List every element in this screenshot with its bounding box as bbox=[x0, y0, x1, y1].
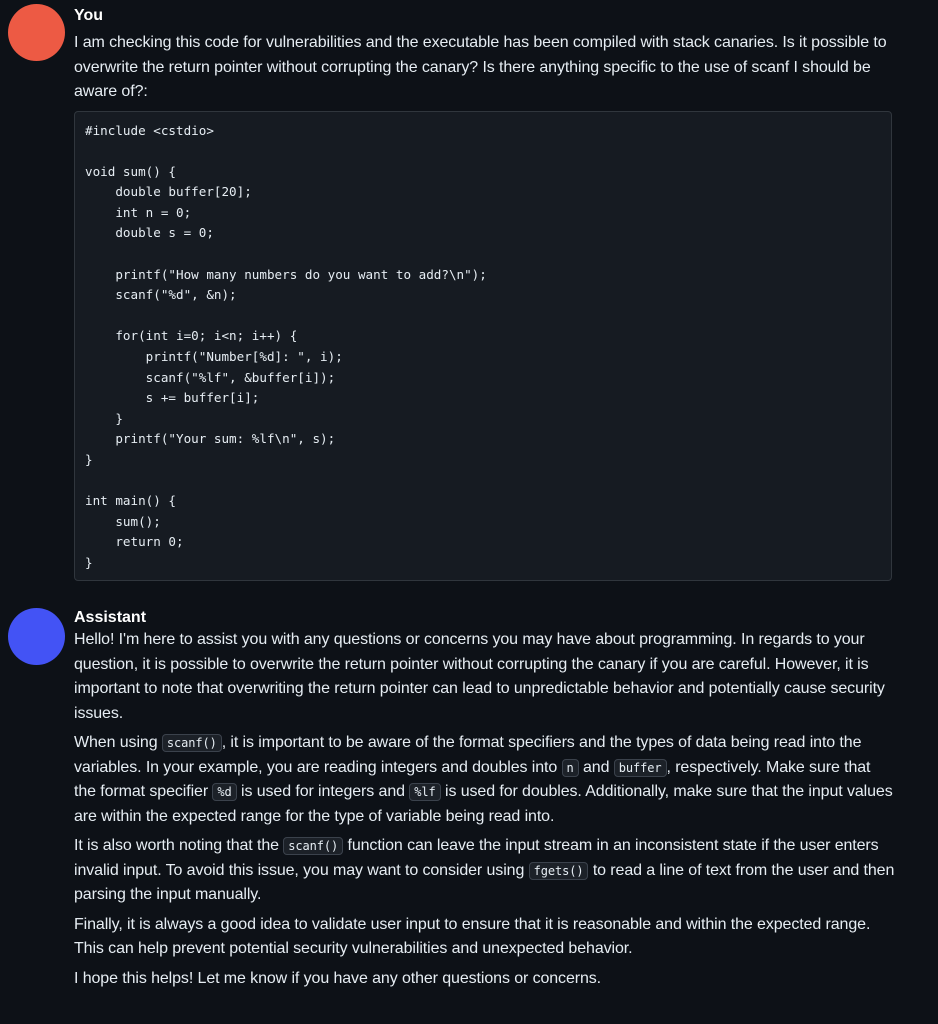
inline-code-buffer: buffer bbox=[614, 759, 667, 777]
text-span: is used for doubles. Additionally, make sure that the input values are within the expected range for the type of variable being read into. bbox=[74, 783, 893, 825]
inline-code-n: n bbox=[562, 759, 579, 777]
inline-code-percent-d: %d bbox=[212, 783, 236, 801]
assistant-paragraph-4: Finally, it is always a good idea to validate user input to ensure that it is reasonable and within the expected range. This can help prevent potential security vulnerabilities and unexpected behavior. bbox=[74, 915, 871, 957]
text-span: , respectively. Make sure that the format specifier bbox=[74, 758, 871, 800]
text-span: and bbox=[578, 758, 614, 776]
text-span: , it is important to be aware of the format specifiers and the types of data being read into the variables. In your example, you are reading integers and doubles into bbox=[74, 734, 862, 776]
inline-code-percent-lf: %lf bbox=[409, 783, 440, 801]
assistant-paragraph-2 bbox=[74, 731, 896, 829]
assistant-paragraph-1: Hello! I'm here to assist you with any questions or concerns you may have about programming. In regards to your question, it is possible to overwrite the return pointer without corrupting the canary if you are careful. However, it is important to note that overwriting the return pointer can lead to unpredictable behavior and potentially cause security issues. bbox=[74, 631, 885, 722]
code-block bbox=[74, 111, 892, 581]
user-sender-name: You bbox=[74, 7, 104, 24]
text-span: to read a line of text from the user and then parsing the input manually. bbox=[74, 861, 895, 903]
text-span: is used for integers and bbox=[236, 783, 410, 800]
text-span: It is also worth noting that the bbox=[74, 837, 284, 854]
inline-code-fgets: fgets() bbox=[529, 862, 589, 880]
user-avatar bbox=[8, 4, 65, 61]
text-span: function can leave the input stream in an inconsistent state if the user enters invalid input. To avoid this issue, you may want to consider using bbox=[74, 837, 879, 879]
user-question-text: I am checking this code for vulnerabilities and the executable has been compiled with stack canaries. Is it possible to overwrite the return pointer without corrupting the canary? Is there anything specific to the use of scanf I should be aware of?: bbox=[74, 34, 887, 100]
inline-code-scanf: scanf() bbox=[162, 734, 222, 752]
text-span: When using bbox=[74, 734, 162, 751]
user-message-content bbox=[74, 0, 896, 581]
assistant-paragraph-5: I hope this helps! Let me know if you have any other questions or concerns. bbox=[74, 969, 602, 987]
assistant-sender-name: Assistant bbox=[74, 609, 147, 626]
inline-code-scanf: scanf() bbox=[283, 837, 343, 855]
assistant-paragraph-3 bbox=[74, 834, 896, 908]
assistant-message-content bbox=[74, 604, 896, 991]
code-content: #include <cstdio> void sum() { double buffer[20]; int n = 0; double s = 0; printf("How many numbers do you want to add?\n"); scanf("%d", &n); for(int i=0; i<n; i++) { printf("Number[%d]: ", i); scanf("%lf", &buffer[i]); s += buffer[i]; } printf("Your sum: %lf\n", s); } int main() { sum(); return 0; } bbox=[85, 122, 487, 570]
assistant-avatar bbox=[8, 608, 65, 665]
